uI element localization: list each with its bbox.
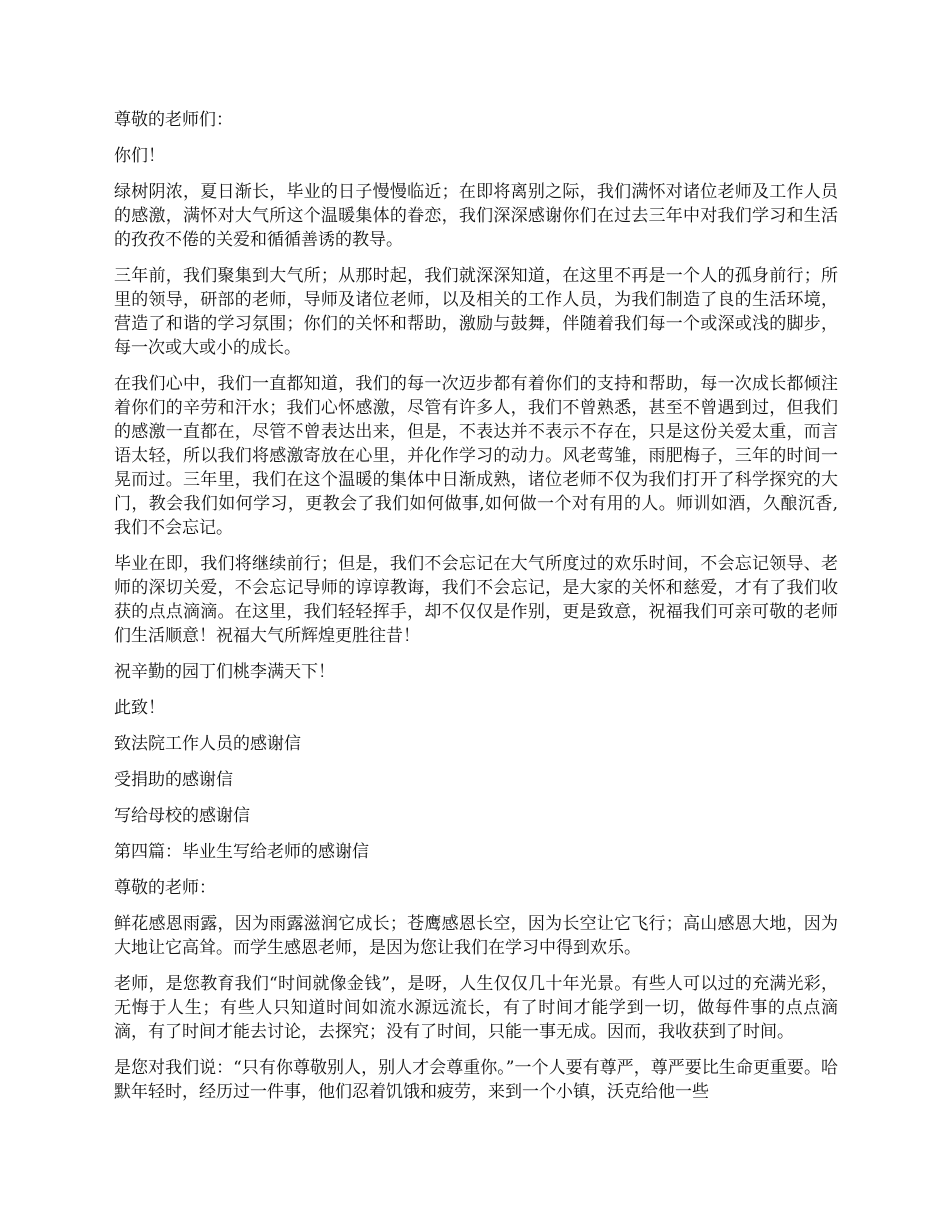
related-title: 写给母校的感谢信 [114,806,250,826]
related-title: 致法院工作人员的感谢信 [114,734,301,754]
paragraph: 鲜花感恩雨露，因为雨露滋润它成长；苍鹰感恩长空，因为长空让它飞行；高山感恩大地，因为大地让它高耸。而学生感恩老师，是因为您让我们在学习中得到欢乐。 [114,914,838,958]
paragraph: 老师，是您教育我们“时间就像金钱”，是呀，人生仅仅几十年光景。有些人可以过的充满光彩，无悔于人生；有些人只知道时间如流水源远流长，有了时间才能学到一切，做每件事的点点滴滴，有了时间才能去讨论，去探究；没有了时间，只能一事无成。因而，我收获到了时间。 [114,974,838,1042]
salutation: 尊敬的老师： [114,878,216,898]
section-heading: 第四篇：毕业生写给老师的感谢信 [114,842,369,862]
paragraph: 绿树阴浓，夏日渐长，毕业的日子慢慢临近；在即将离别之际，我们满怀对诸位老师及工作人员的感激，满怀对大气所这个温暖集体的眷恋，我们深深感谢你们在过去三年中对我们学习和生活的孜孜不倦的关爱和循循善诱的教导。 [114,182,838,250]
paragraph: 三年前，我们聚集到大气所；从那时起，我们就深深知道，在这里不再是一个人的孤身前行；所里的领导，研部的老师，导师及诸位老师，以及相关的工作人员，为我们制造了良的生活环境，营造了和谐的学习氛围；你们的关怀和帮助，激励与鼓舞，伴随着我们每一个或深或浅的脚步，每一次或大或小的成长。 [114,266,838,358]
document-body [114,108,838,1116]
paragraph: 是您对我们说：“只有你尊敬别人，别人才会尊重你。”一个人要有尊严，尊严要比生命更重要。哈默年轻时，经历过一件事，他们忍着饥饿和疲劳，来到一个小镇，沃克给他一些 [114,1058,838,1102]
closing-line: 此致！ [114,698,165,718]
paragraph: 毕业在即，我们将继续前行；但是，我们不会忘记在大气所度过的欢乐时间，不会忘记领导、老师的深切关爱，不会忘记导师的谆谆教诲，我们不会忘记，是大家的关怀和慈爱，才有了我们收获的点点滴滴。在这里，我们轻轻挥手，却不仅仅是作别，更是致意，祝福我们可亲可敬的老师们生活顺意！祝福大气所辉煌更胜往昔！ [114,554,838,646]
salutation: 尊敬的老师们： [114,110,233,130]
paragraph: 在我们心中，我们一直都知道，我们的每一次迈步都有着你们的支持和帮助，每一次成长都倾注着你们的辛劳和汗水；我们心怀感激，尽管有许多人，我们不曾熟悉，甚至不曾遇到过，但我们的感激一直都在，尽管不曾表达出来，但是，不表达并不表示不存在，只是这份关爱太重，而言语太轻，所以我们将感激寄放在心里，并化作学习的动力。风老莺雏，雨肥梅子，三年的时间一晃而过。三年里，我们在这个温暖的集体中日渐成熟，诸位老师不仅为我们打开了科学探究的大门，教会我们如何学习，更教会了我们如何做事,如何做一个对有用的人。师训如酒，久酿沉香,我们不会忘记。 [114,374,838,538]
related-title: 受捐助的感谢信 [114,770,233,790]
blessing-line: 祝辛勤的园丁们桃李满天下！ [114,662,335,682]
greeting: 你们！ [114,146,165,166]
